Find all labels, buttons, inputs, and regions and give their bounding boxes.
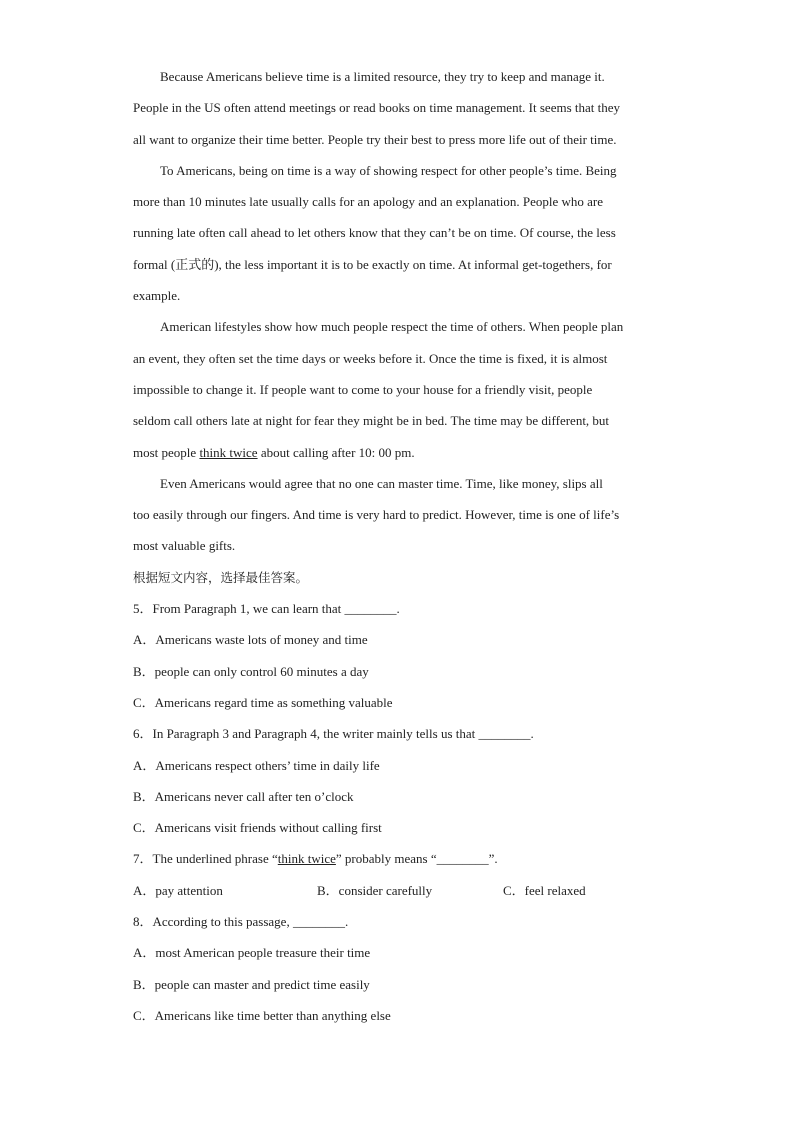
answer-option: B．consider carefully	[317, 882, 433, 898]
underlined-phrase: think twice	[199, 444, 258, 460]
paragraph-line: too easily through our fingers. And time is very hard to predict. However, time is one of life’s	[133, 507, 620, 523]
answer-option: B．people can master and predict time easily	[133, 976, 370, 992]
answer-option: A．most American people treasure their time	[133, 945, 371, 961]
paragraph-line: People in the US often attend meetings or read books on time management. It seems that they	[133, 100, 621, 116]
paragraph-line: most valuable gifts.	[133, 538, 236, 554]
answer-option: B．people can only control 60 minutes a day	[133, 663, 369, 679]
answer-option: A．Americans respect others’ time in daily life	[133, 757, 380, 773]
paragraph-line: running late often call ahead to let others know that they can’t be on time. Of course, the less	[133, 225, 616, 241]
answer-option: B．Americans never call after ten o’clock	[133, 788, 354, 804]
question-6	[133, 718, 663, 843]
question-stem: 8．According to this passage, ________.	[133, 914, 349, 930]
text-run: 7．The underlined phrase “	[133, 851, 278, 867]
text-run: about calling after 10: 00 pm.	[257, 444, 415, 460]
paragraph-line: impossible to change it. If people want to come to your house for a friendly visit, people	[133, 381, 593, 397]
paragraph-line: more than 10 minutes late usually calls for an apology and an explanation. People who are	[133, 194, 604, 210]
answer-option: C．Americans like time better than anything else	[133, 1007, 391, 1023]
question-stem	[133, 843, 663, 874]
answer-options-row	[133, 875, 663, 906]
answer-option: C．Americans visit friends without calling first	[133, 820, 382, 836]
paragraph-line: To Americans, being on time is a way of showing respect for other people’s time. Being	[160, 162, 617, 178]
paragraph-line: all want to organize their time better. People try their best to press more life out of their time.	[133, 131, 617, 147]
paragraph-line: formal (正式的), the less important it is to be exactly on time. At informal get-togethers, for	[133, 256, 612, 272]
paragraph-line: American lifestyles show how much people respect the time of others. When people plan	[160, 319, 624, 335]
paragraph-line: an event, they often set the time days or weeks before it. Once the time is fixed, it is almost	[133, 350, 608, 366]
question-7	[133, 843, 663, 906]
paragraph-3	[133, 311, 663, 467]
paragraph-line: example.	[133, 288, 181, 304]
question-stem: 6．In Paragraph 3 and Paragraph 4, the writer mainly tells us that ________.	[133, 726, 534, 742]
question-stem: 5．From Paragraph 1, we can learn that ________.	[133, 601, 400, 617]
paragraph-line	[133, 437, 663, 468]
paragraph-line: seldom call others late at night for fear they might be in bed. The time may be different, but	[133, 413, 610, 429]
paragraph-2	[133, 155, 663, 311]
paragraph-line: Even Americans would agree that no one can master time. Time, like money, slips all	[160, 475, 603, 491]
question-5	[133, 593, 663, 718]
question-8	[133, 906, 663, 1031]
answer-option: C．Americans regard time as something valuable	[133, 694, 393, 710]
answer-option: C．feel relaxed	[503, 882, 586, 898]
instruction: 根据短文内容，选择最佳答案。	[133, 569, 309, 585]
text-run: ” probably means “________”.	[335, 851, 498, 867]
paragraph-line: Because Americans believe time is a limited resource, they try to keep and manage it.	[160, 69, 605, 84]
answer-option: A．Americans waste lots of money and time	[133, 632, 368, 648]
paragraph-4	[133, 468, 663, 562]
paragraph-1	[133, 61, 663, 155]
underlined-phrase: think twice	[277, 851, 336, 867]
text-run: most people	[133, 444, 200, 460]
worksheet-content	[133, 61, 663, 1031]
answer-option: A．pay attention	[133, 882, 223, 898]
